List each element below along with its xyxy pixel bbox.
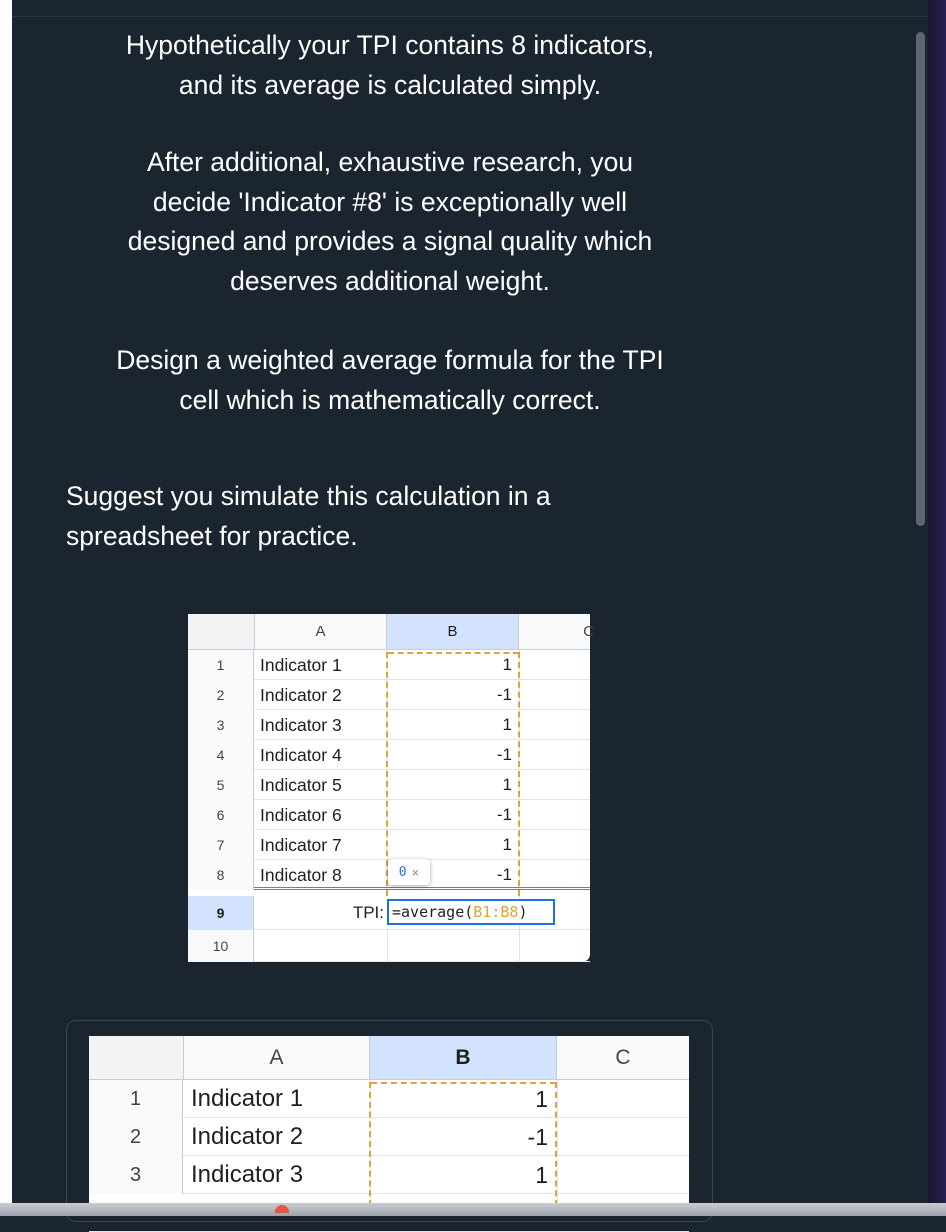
range-marquee-right bbox=[555, 1082, 557, 1216]
column-header-c: C bbox=[557, 1036, 689, 1080]
window-left-edge bbox=[0, 0, 12, 1216]
row-number: 2 bbox=[188, 680, 254, 710]
tooltip-value: 0 bbox=[398, 864, 407, 880]
tpi-label: TPI: bbox=[352, 903, 384, 922]
cell-a: Indicator 7 bbox=[260, 834, 342, 855]
row-number: 10 bbox=[188, 930, 254, 962]
formula-suffix: ) bbox=[518, 903, 528, 921]
range-marquee-left bbox=[369, 1082, 371, 1216]
instruction-paragraph-2 bbox=[40, 143, 740, 301]
instruction-line: After additional, exhaustive research, you bbox=[146, 147, 634, 177]
cell-b: 1 bbox=[535, 1161, 548, 1188]
row-number: 1 bbox=[89, 1080, 183, 1118]
table-row bbox=[188, 830, 590, 860]
cell-a: Indicator 4 bbox=[260, 744, 342, 765]
table-row bbox=[188, 740, 590, 770]
column-header-b: B bbox=[387, 614, 519, 650]
cell-a: Indicator 3 bbox=[191, 1161, 304, 1188]
cell-a: Indicator 2 bbox=[191, 1123, 304, 1150]
table-row bbox=[188, 710, 590, 740]
row-number: 6 bbox=[188, 800, 254, 830]
instruction-line: Design a weighted average formula for the TPI bbox=[116, 345, 664, 375]
instruction-line: spreadsheet for practice. bbox=[66, 520, 358, 551]
table-row bbox=[89, 1156, 689, 1194]
table-row bbox=[188, 800, 590, 830]
cell-a: Indicator 1 bbox=[191, 1085, 304, 1112]
range-marquee-right bbox=[518, 652, 520, 896]
tpi-formula-input[interactable] bbox=[387, 899, 555, 925]
corner-cell bbox=[188, 614, 255, 650]
instruction-line: cell which is mathematically correct. bbox=[179, 384, 601, 415]
cell-b: -1 bbox=[496, 685, 512, 704]
cell-b: 1 bbox=[502, 655, 512, 674]
cell-b: -1 bbox=[496, 865, 512, 884]
cell-b: -1 bbox=[496, 745, 512, 764]
cell-a: Indicator 2 bbox=[260, 684, 342, 705]
row-number: 5 bbox=[188, 770, 254, 800]
row-number: 8 bbox=[188, 860, 254, 890]
instruction-line: designed and provides a signal quality which bbox=[127, 226, 653, 256]
instruction-line: and its average is calculated simply. bbox=[178, 69, 602, 100]
row-number: 7 bbox=[188, 830, 254, 860]
taskbar-app-icon[interactable] bbox=[275, 1205, 289, 1213]
cell-a: Indicator 8 bbox=[260, 864, 342, 885]
table-row bbox=[188, 680, 590, 710]
close-icon[interactable]: × bbox=[411, 864, 420, 880]
formula-range: B1:B8 bbox=[473, 903, 519, 921]
column-header-a: A bbox=[255, 614, 387, 650]
window-right-edge bbox=[928, 0, 946, 1216]
row-number: 9 bbox=[188, 896, 254, 930]
row-number: 4 bbox=[188, 740, 254, 770]
instruction-line: Hypothetically your TPI contains 8 indicators, bbox=[125, 30, 655, 60]
column-header-b: B bbox=[370, 1036, 557, 1080]
row-number: 1 bbox=[188, 650, 254, 680]
instruction-paragraph-4 bbox=[66, 477, 766, 556]
range-marquee-top bbox=[388, 652, 519, 654]
row-number: 2 bbox=[89, 1118, 183, 1156]
cell-b: 1 bbox=[502, 715, 512, 734]
instruction-line: Suggest you simulate this calculation in a bbox=[66, 481, 551, 511]
column-header-c bbox=[519, 614, 594, 650]
instruction-paragraph-3 bbox=[40, 341, 740, 420]
formula-result-tooltip bbox=[388, 859, 430, 885]
table-row bbox=[188, 930, 590, 962]
spreadsheet-image-2 bbox=[89, 1036, 689, 1216]
range-marquee-top bbox=[371, 1082, 556, 1084]
spreadsheet-image-1 bbox=[188, 614, 594, 962]
row-number: 3 bbox=[188, 710, 254, 740]
instruction-paragraph-1 bbox=[40, 26, 740, 105]
cell-a: Indicator 3 bbox=[260, 714, 342, 735]
cell-b: 1 bbox=[502, 775, 512, 794]
table-row bbox=[188, 650, 590, 680]
instruction-line: deserves additional weight. bbox=[230, 265, 550, 296]
cell-a: Indicator 1 bbox=[260, 654, 342, 675]
corner-cell bbox=[89, 1036, 184, 1080]
cell-a: Indicator 5 bbox=[260, 774, 342, 795]
cell-b: 1 bbox=[535, 1085, 548, 1112]
table-row bbox=[89, 1118, 689, 1156]
cell-a: Indicator 6 bbox=[260, 804, 342, 825]
cell-b: 1 bbox=[502, 835, 512, 854]
cell-b: -1 bbox=[496, 805, 512, 824]
formula-prefix: =average( bbox=[392, 903, 474, 921]
bottom-taskbar-edge bbox=[0, 1203, 946, 1216]
cell-b: -1 bbox=[527, 1123, 548, 1150]
table-row bbox=[188, 770, 590, 800]
range-marquee-left bbox=[386, 652, 388, 896]
table-row bbox=[89, 1080, 689, 1118]
scrollbar-thumb[interactable] bbox=[916, 32, 925, 526]
column-header-a: A bbox=[184, 1036, 370, 1080]
instruction-line: decide 'Indicator #8' is exceptionally well bbox=[152, 186, 628, 217]
column-header-c-label: C bbox=[583, 623, 594, 640]
table-row-tpi bbox=[188, 896, 590, 930]
row-number: 3 bbox=[89, 1156, 183, 1194]
top-divider bbox=[12, 0, 928, 17]
